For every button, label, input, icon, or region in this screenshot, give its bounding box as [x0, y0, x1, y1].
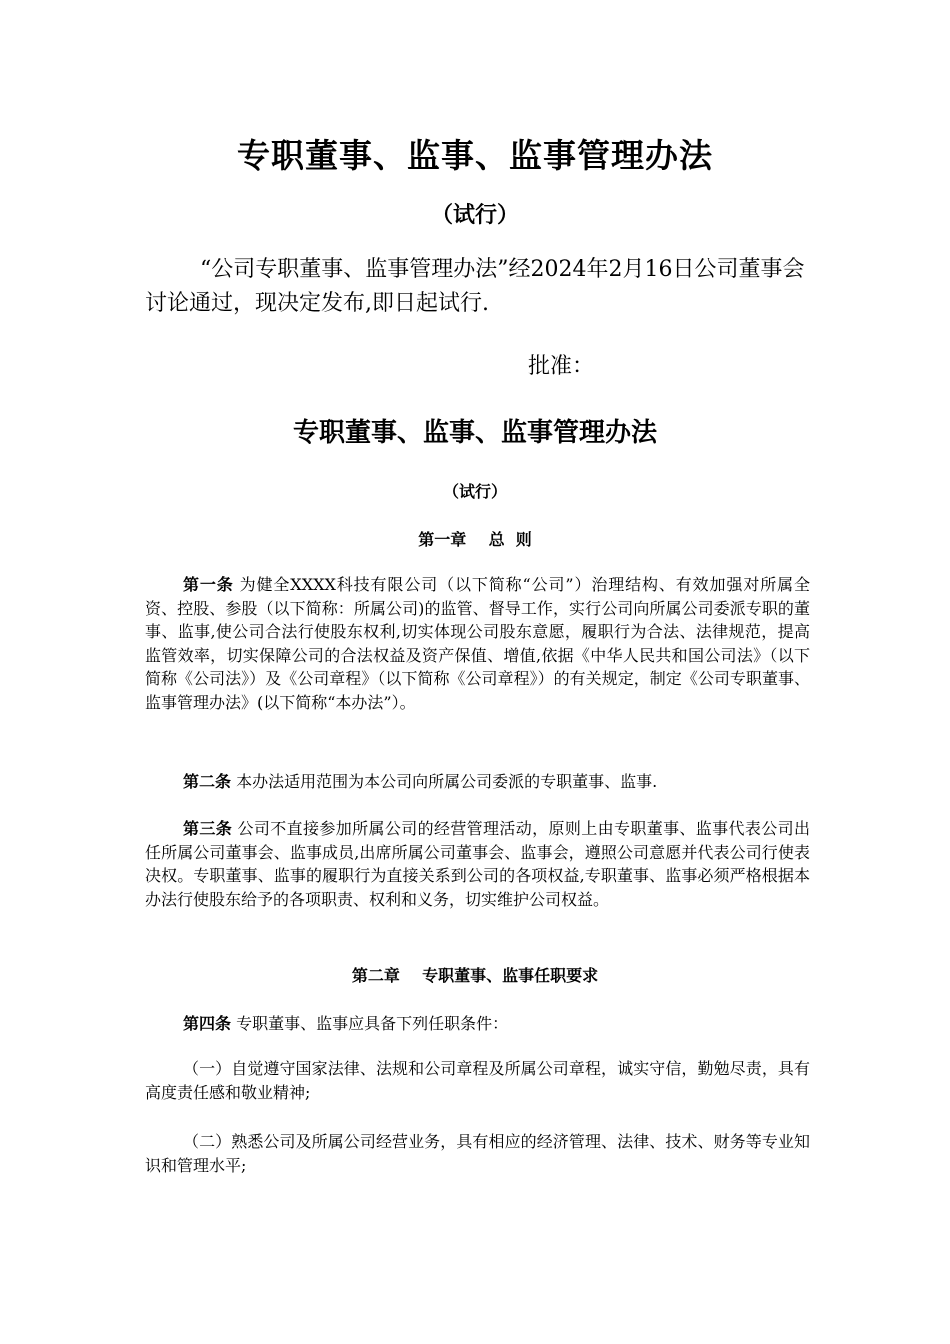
chapter-2-heading: 第二章 专职董事、监事任职要求: [351, 966, 599, 985]
page-subtitle: （试行）: [430, 203, 519, 228]
article-4-text: 专职董事、监事应具备下列任职条件：: [231, 1014, 509, 1033]
article-3-label: 第三条: [183, 819, 233, 838]
document-title: 专职董事、监事、监事管理办法: [292, 418, 657, 448]
article-1: [145, 573, 810, 714]
article-3: [145, 817, 810, 911]
chapter-1-heading: 第一章 总 则: [418, 530, 532, 549]
article-4: [145, 1012, 810, 1036]
intro-paragraph: “公司专职董事、监事管理办法”经2024年2月16日公司董事会讨论通过，现决定发布,即日起试行.: [145, 257, 805, 316]
article-4-item-2: （二）熟悉公司及所属公司经营业务，具有相应的经济管理、法律、技术、财务等专业知识和管理水平;: [145, 1132, 810, 1175]
article-2-label: 第二条: [183, 772, 232, 791]
article-2-text: 本办法适用范围为本公司向所属公司委派的专职董事、监事.: [231, 772, 658, 791]
article-4-label: 第四条: [183, 1014, 232, 1033]
article-1-label: 第一条: [183, 575, 234, 594]
article-3-text: 公司不直接参加所属公司的经营管理活动，原则上由专职董事、监事代表公司出任所属公司董事会、监事成员,出席所属公司董事会、监事会，遵照公司意愿并代表公司行使表决权。专职董事、监事的履职行为直接关系到公司的各项权益,专职董事、监事必须严格根据本办法行使股东给予的各项职责、权利和义务，切实维护公司权益。: [145, 819, 810, 909]
approval-label: 批准：: [528, 354, 595, 379]
article-4-item-1: （一）自觉遵守国家法律、法规和公司章程及所属公司章程，诚实守信，勤勉尽责，具有高度责任感和敬业精神;: [145, 1059, 810, 1102]
article-2: [145, 770, 810, 794]
article-1-text: 为健全XXXX科技有限公司（以下简称“公司”）治理结构、有效加强对所属全资、控股、参股（以下简称：所属公司)的监管、督导工作，实行公司向所属公司委派专职的董事、监事,使公司合法行使股东权利,切实体现公司股东意愿，履职行为合法、法律规范，提高监管效率，切实保障公司的合法权益及资产保值、增值,依据《中华人民共和国公司法》（以下简称《公司法》）及《公司章程》（以下简称《公司章程》）的有关规定，制定《公司专职董事、监事管理办法》(以下简称“本办法”）。: [145, 575, 810, 712]
page-title: 专职董事、监事、监事管理办法: [237, 136, 713, 175]
document-subtitle: （试行）: [442, 482, 507, 501]
